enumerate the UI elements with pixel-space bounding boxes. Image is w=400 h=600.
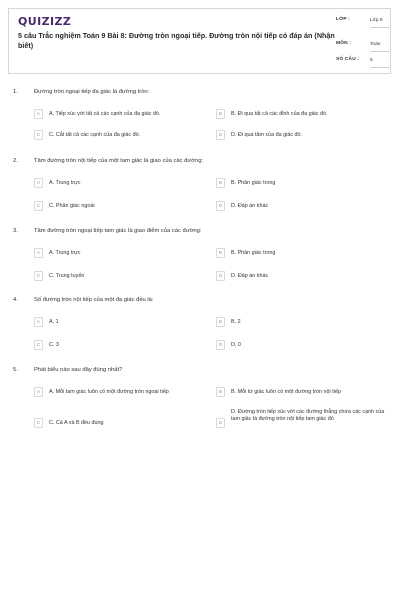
worksheet-title: 5 câu Trắc nghiệm Toán 9 Bài 8: Đường tròn ngoại tiếp. Đường tròn nội tiếp có đáp án (Nhận biết): [18, 31, 335, 50]
meta-class-row: [336, 17, 391, 33]
option-text: B. Mỗi tứ giác luôn có một đường tròn nội tiếp: [231, 389, 341, 395]
option-letter-box: D: [216, 271, 225, 281]
option-letter-box: B: [216, 178, 225, 188]
meta-count-value: 5: [370, 57, 389, 68]
option-text: A. Mỗi tam giác luôn có một đường tròn ngoại tiếp: [49, 389, 169, 395]
option-letter-box: C: [34, 418, 43, 428]
option-letter-box: C: [34, 271, 43, 281]
option-letter-box: A: [34, 387, 43, 397]
option-letter-box: B: [216, 248, 225, 258]
option-text: C. Phân giác ngoài: [49, 203, 95, 209]
option-letter-box: A: [34, 178, 43, 188]
question-text: Số đường tròn nội tiếp của một đa giác đều là:: [34, 297, 154, 303]
option-letter-box: C: [34, 130, 43, 140]
option-text: C. Trung tuyến: [49, 273, 85, 279]
option-letter-box: D: [216, 340, 225, 350]
option-letter-box: C: [34, 201, 43, 211]
meta-subject-row: [336, 41, 391, 57]
question-number: 1.: [13, 89, 18, 95]
question-text: Phát biểu nào sau đây đúng nhất?: [34, 367, 123, 373]
question-number: 2.: [13, 158, 18, 164]
option-text: B. Phân giác trong: [231, 180, 276, 186]
question-number: 5.: [13, 367, 18, 373]
meta-subject-value: Toán: [370, 41, 389, 52]
option-text: A. 1: [49, 319, 59, 325]
option-letter-box: D: [216, 201, 225, 211]
option-text: D. Đáp án khác: [231, 203, 269, 209]
option-text: A. Trung trực: [49, 250, 81, 256]
option-letter-box: B: [216, 109, 225, 119]
option-text: A. Tiếp xúc với tất cả các cạnh của đa giác đó.: [49, 111, 161, 117]
option-text: A. Trung trực: [49, 180, 81, 186]
option-letter-box: B: [216, 387, 225, 397]
option-text: D. 0: [231, 342, 241, 348]
question-text: Đường tròn ngoại tiếp đa giác là đường tròn:: [34, 89, 150, 95]
option-text: D. Đường tròn tiếp xúc với các đường thẳng chứa các cạnh của tam giác là đường tròn nội tiếp tam giác đó: [231, 409, 385, 423]
option-letter-box: A: [34, 248, 43, 258]
meta-class-label: LỚP :: [336, 17, 351, 22]
quizizz-logo: QUIZIZZ: [18, 15, 72, 28]
option-letter-box: C: [34, 340, 43, 350]
question-number: 3.: [13, 228, 18, 234]
question-text: Tâm đường tròn nội tiếp của một tam giác là giao của các đường:: [34, 158, 204, 164]
option-text: B. Phân giác trong: [231, 250, 276, 256]
option-text: C. 3: [49, 342, 59, 348]
option-letter-box: D: [216, 130, 225, 140]
option-text: D. Đi qua tâm của đa giác đó.: [231, 132, 303, 138]
option-letter-box: B: [216, 317, 225, 327]
option-letter-box: A: [34, 109, 43, 119]
option-text: B. 2: [231, 319, 241, 325]
option-text: B. Đi qua tất cả các đỉnh của đa giác đó.: [231, 111, 328, 117]
meta-count-row: [336, 57, 391, 73]
meta-count-label: SỐ CÂU :: [336, 57, 360, 62]
worksheet-header: [8, 8, 391, 74]
option-text: C. Cả A và B đều đúng: [49, 420, 104, 426]
meta-subject-label: MÔN :: [336, 41, 352, 46]
meta-info: [336, 9, 391, 73]
question-number: 4.: [13, 297, 18, 303]
option-text: C. Cắt tất cả các cạnh của đa giác đó.: [49, 132, 141, 138]
option-letter-box: A: [34, 317, 43, 327]
option-letter-box: D: [216, 418, 225, 428]
question-text: Tâm đường tròn ngoại tiếp tam giác là giao điểm của các đường:: [34, 228, 202, 234]
option-text: D. Đáp án khác: [231, 273, 269, 279]
meta-class-value: Lớp 9: [370, 17, 389, 28]
